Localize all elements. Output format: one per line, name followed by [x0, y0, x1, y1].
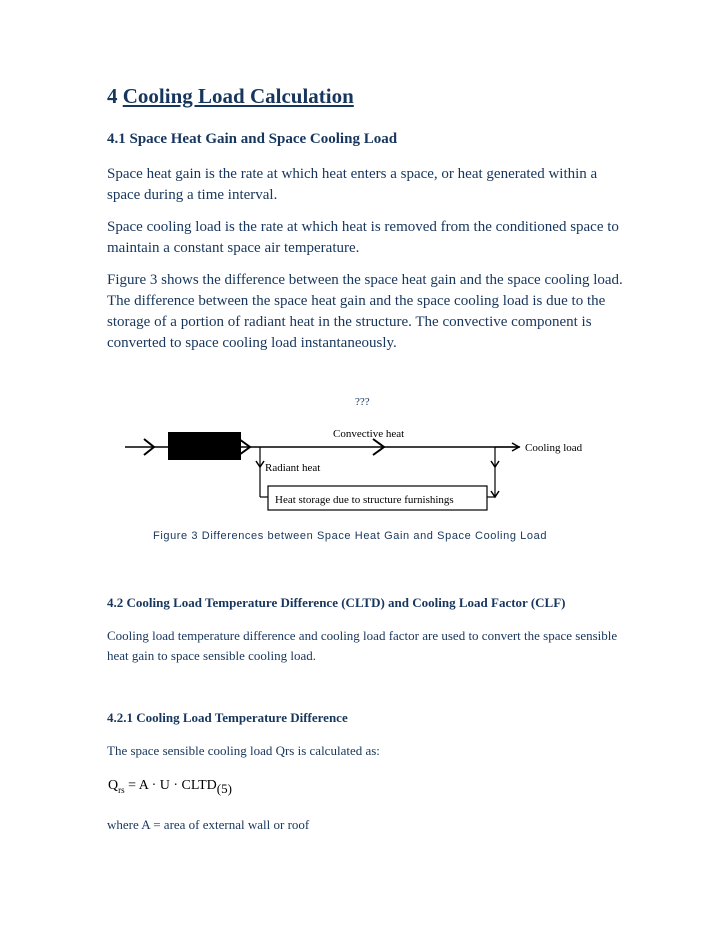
- figure-caption: Figure 3 Differences between Space Heat Gain and Space Cooling Load: [153, 530, 548, 542]
- heat-gain-box: [168, 432, 241, 460]
- paragraph-qrs-intro: The space sensible cooling load Qrs is calculated as:: [107, 743, 380, 758]
- section-4-1-heading: 4.1 Space Heat Gain and Space Cooling Load: [107, 131, 398, 147]
- storage-label: Heat storage due to structure furnishings: [275, 494, 454, 506]
- chapter-heading: [107, 84, 354, 109]
- equation-lhs-subscript: rs: [118, 784, 125, 795]
- equation-number: (5): [216, 781, 232, 796]
- radiant-heat-label: Radiant heat: [265, 462, 321, 474]
- paragraph-cltd-clf: Cooling load temperature difference and cooling load factor are used to convert the space sensible heat gain to space sensible cooling load.: [107, 628, 618, 663]
- chapter-number: 4: [107, 84, 118, 108]
- equation-rhs: = A · U · CLTD: [128, 778, 217, 793]
- chapter-title-link[interactable]: Cooling Load Calculation: [122, 84, 354, 108]
- paragraph-space-heat-gain: Space heat gain is the rate at which heat enters a space, or heat generated within a space during a time interval.: [107, 166, 598, 203]
- paragraph-figure-reference: Figure 3 shows the difference between the space heat gain and the space cooling load. The difference between the space heat gain and the space cooling load is due to the storage of a portion of radiant heat in the structure. The convective component is converted to space cooling load instantaneously.: [107, 272, 623, 351]
- paragraph-space-cooling-load: Space cooling load is the rate at which heat is removed from the conditioned space to maintain a constant space air temperature.: [107, 219, 619, 256]
- equation-5: [108, 777, 232, 795]
- convective-heat-label: Convective heat: [333, 428, 405, 440]
- paragraph-where-a: where A = area of external wall or roof: [107, 817, 310, 832]
- equation-lhs: Q: [108, 778, 119, 793]
- section-4-2-heading: 4.2 Cooling Load Temperature Difference (CLTD) and Cooling Load Factor (CLF): [107, 595, 566, 610]
- cooling-load-label: Cooling load: [525, 442, 583, 454]
- figure-placeholder: ???: [355, 396, 370, 408]
- section-4-2-1-heading: 4.2.1 Cooling Load Temperature Difference: [107, 710, 348, 725]
- heat-flow-diagram: [120, 415, 620, 525]
